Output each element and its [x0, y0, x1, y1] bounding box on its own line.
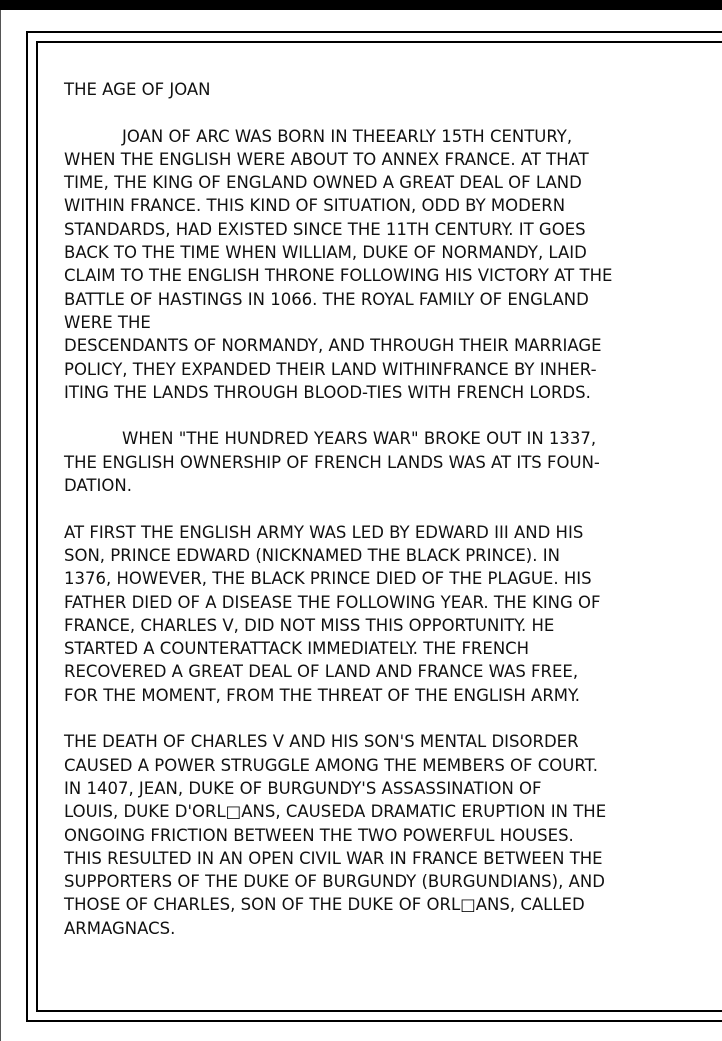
- left-edge-line: [0, 10, 1, 1041]
- text-line: ITING THE LANDS THROUGH BLOOD-TIES WITH FRENCH LORDS.: [64, 382, 591, 402]
- text-line: FRANCE, CHARLES V, DID NOT MISS THIS OPPORTUNITY. HE: [64, 615, 555, 635]
- page-title: THE AGE OF JOAN: [64, 80, 211, 99]
- text-line: CAUSED A POWER STRUGGLE AMONG THE MEMBERS OF COURT.: [64, 755, 598, 775]
- text-line: SUPPORTERS OF THE DUKE OF BURGUNDY (BURGUNDIANS), AND: [64, 872, 605, 892]
- text-line: SON, PRINCE EDWARD (NICKNAMED THE BLACK PRINCE). IN: [64, 545, 560, 565]
- paragraph-2: [64, 427, 684, 497]
- text-line: DATION.: [64, 476, 132, 496]
- paragraph-gap: [64, 497, 684, 520]
- paragraph-1: [64, 125, 684, 405]
- paragraph-gap: [64, 404, 684, 427]
- text-line: RECOVERED A GREAT DEAL OF LAND AND FRANCE WAS FREE,: [64, 662, 579, 682]
- text-line: THE DEATH OF CHARLES V AND HIS SON'S MENTAL DISORDER: [64, 732, 579, 752]
- text-line: FOR THE MOMENT, FROM THE THREAT OF THE ENGLISH ARMY.: [64, 685, 581, 705]
- text-line: JOAN OF ARC WAS BORN IN THEEARLY 15TH CENTURY,: [122, 126, 573, 146]
- text-line: STARTED A COUNTERATTACK IMMEDIATELY. THE FRENCH: [64, 639, 530, 659]
- text-line: DESCENDANTS OF NORMANDY, AND THROUGH THEIR MARRIAGE: [64, 336, 602, 356]
- text-line: WITHIN FRANCE. THIS KIND OF SITUATION, ODD BY MODERN: [64, 196, 566, 216]
- text-line: BATTLE OF HASTINGS IN 1066. THE ROYAL FAMILY OF ENGLAND: [64, 289, 589, 309]
- top-border-bar: [0, 0, 722, 10]
- text-panel: [64, 78, 684, 940]
- text-line: THE ENGLISH OWNERSHIP OF FRENCH LANDS WAS AT ITS FOUN-: [64, 452, 600, 472]
- text-line: POLICY, THEY EXPANDED THEIR LAND WITHINFRANCE BY INHER-: [64, 359, 597, 379]
- text-line: WERE THE: [64, 312, 151, 332]
- text-line: ARMAGNACS.: [64, 918, 176, 938]
- paragraph-4: [64, 730, 684, 940]
- text-line: THOSE OF CHARLES, SON OF THE DUKE OF ORL□ANS, CALLED: [64, 895, 585, 915]
- paragraph-gap: [64, 707, 684, 730]
- text-line: TIME, THE KING OF ENGLAND OWNED A GREAT DEAL OF LAND: [64, 173, 582, 193]
- text-line: STANDARDS, HAD EXISTED SINCE THE 11TH CENTURY. IT GOES: [64, 219, 586, 239]
- text-line: LOUIS, DUKE D'ORL□ANS, CAUSEDA DRAMATIC ERUPTION IN THE: [64, 802, 607, 822]
- paragraph-3: [64, 521, 684, 707]
- text-line: 1376, HOWEVER, THE BLACK PRINCE DIED OF THE PLAGUE. HIS: [64, 569, 592, 589]
- text-line: ONGOING FRICTION BETWEEN THE TWO POWERFUL HOUSES.: [64, 825, 574, 845]
- text-line: FATHER DIED OF A DISEASE THE FOLLOWING YEAR. THE KING OF: [64, 592, 601, 612]
- text-line: WHEN "THE HUNDRED YEARS WAR" BROKE OUT IN 1337,: [122, 429, 597, 449]
- text-line: BACK TO THE TIME WHEN WILLIAM, DUKE OF NORMANDY, LAID: [64, 243, 587, 263]
- text-line: WHEN THE ENGLISH WERE ABOUT TO ANNEX FRANCE. AT THAT: [64, 149, 589, 169]
- text-line: CLAIM TO THE ENGLISH THRONE FOLLOWING HIS VICTORY AT THE: [64, 266, 613, 286]
- text-line: THIS RESULTED IN AN OPEN CIVIL WAR IN FRANCE BETWEEN THE: [64, 848, 603, 868]
- text-line: AT FIRST THE ENGLISH ARMY WAS LED BY EDWARD III AND HIS: [64, 522, 584, 542]
- text-line: IN 1407, JEAN, DUKE OF BURGUNDY'S ASSASSINATION OF: [64, 778, 542, 798]
